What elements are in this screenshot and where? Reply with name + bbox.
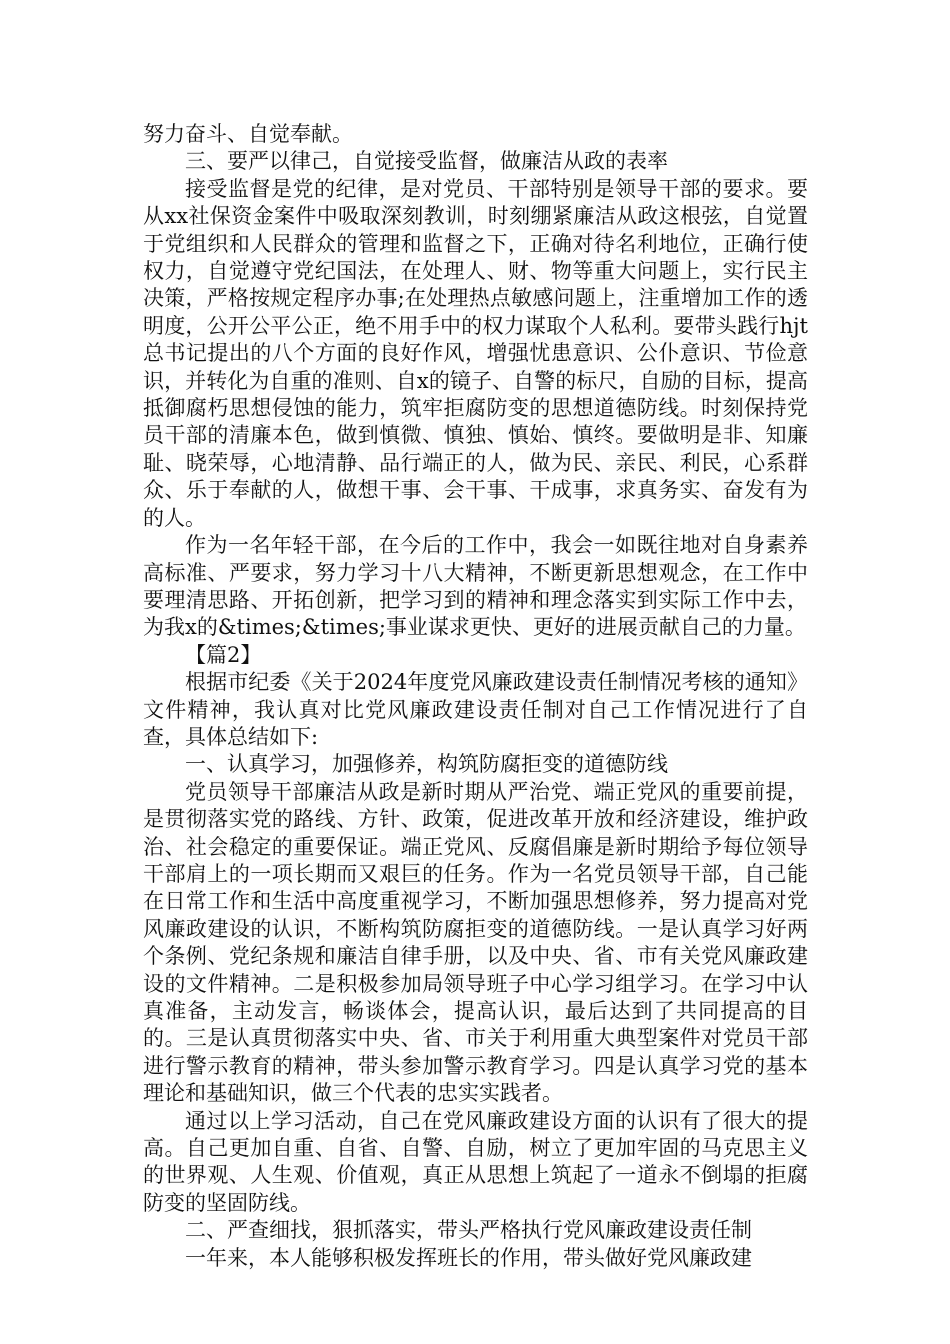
paragraph-supervision: 接受监督是党的纪律，是对党员、干部特别是领导干部的要求。要从xx社保资金案件中吸取深刻教训，时刻绷紧廉洁从政这根弦，自觉置于党组织和人民群众的管理和监督之下，正确对待名利地位，正确行使权力，自觉遵守党纪国法，在处理人、财、物等重大问题上，实行民主决策，严格按规定程序办事;在处理热点敏感问题上，注重增加工作的透明度，公开公平公正，绝不用手中的权力谋取个人私利。要带头践行hjt总书记提出的八个方面的良好作风，增强忧患意识、公仆意识、节俭意识，并转化为自重的准则、自x的镜子、自警的标尺，自励的目标，提高抵御腐朽思想侵蚀的能力，筑牢拒腐防变的思想道德防线。时刻保持党员干部的清廉本色，做到慎微、慎独、慎始、慎终。要做明是非、知廉耻、晓荣辱，心地清静、品行端正的人，做为民、亲民、利民，心系群众、乐于奉献的人，做想干事、会干事、干成事，求真务实、奋发有为的人。 <box>143 176 808 530</box>
section-heading-1: 一、认真学习，加强修养，构筑防腐拒变的道德防线 <box>185 752 668 777</box>
section-heading-3: 三、要严以律己，自觉接受监督，做廉洁从政的表率 <box>185 149 668 174</box>
paragraph-young-cadre: 作为一名年轻干部，在今后的工作中，我会一如既往地对自身素养高标准、严要求，努力学习十八大精神，不断更新思想观念，在工作中要理清思路、开拓创新，把学习到的精神和理念落实到实际工作中去，为我x的&times;&times;事业谋求更快、更好的进展贡献自己的力量。 <box>143 533 808 640</box>
section-heading-2: 二、严查细找，狠抓落实，带头严格执行党风廉政建设责任制 <box>185 1218 752 1243</box>
article-marker: 【篇2】 <box>185 642 262 667</box>
paragraph-result: 通过以上学习活动，自己在党风廉政建设方面的认识有了很大的提高。自己更加自重、自省、自警、自励，树立了更加牢固的马克思主义的世界观、人生观、价值观，真正从思想上筑起了一道永不倒塌的拒腐防变的坚固防线。 <box>143 1108 808 1215</box>
paragraph-intro: 根据市纪委《关于2024年度党风廉政建设责任制情况考核的通知》文件精神，我认真对比党风廉政建设责任制对自己工作情况进行了自查，具体总结如下: <box>143 670 808 749</box>
paragraph-last: 一年来，本人能够积极发挥班长的作用，带头做好党风廉政建 <box>185 1245 752 1270</box>
paragraph-study: 党员领导干部廉洁从政是新时期从严治党、端正党风的重要前提，是贯彻落实党的路线、方针、政策，促进改革开放和经济建设，维护政治、社会稳定的重要保证。端正党风、反腐倡廉是新时期给予每位领导干部肩上的一项长期而又艰巨的任务。作为一名党员领导干部，自己能在日常工作和生活中高度重视学习，不断加强思想修养，努力提高对党风廉政建设的认识，不断构筑防腐拒变的道德防线。一是认真学习好两个条例、党纪条规和廉洁自律手册，以及中央、省、市有关党风廉政建设的文件精神。二是积极参加局领导班子中心学习组学习。在学习中认真准备，主动发言，畅谈体会，提高认识，最后达到了共同提高的目的。三是认真贯彻落实中央、省、市关于利用重大典型案件对党员干部进行警示教育的精神，带头参加警示教育学习。四是认真学习党的基本理论和基础知识，做三个代表的忠实实践者。 <box>143 779 808 1106</box>
document-body <box>143 121 808 1272</box>
paragraph-1: 努力奋斗、自觉奉献。 <box>143 122 353 146</box>
